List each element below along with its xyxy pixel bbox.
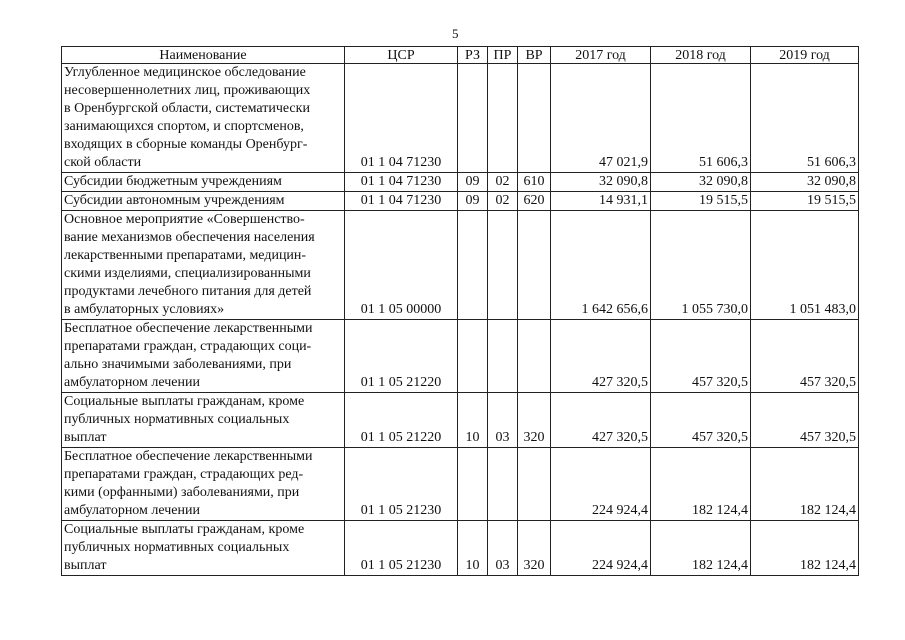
header-year-2019: 2019 год — [751, 47, 859, 64]
table-row — [62, 192, 859, 211]
row-name-line: несовершеннолетних лиц, проживающих — [64, 83, 311, 98]
row-name — [62, 173, 345, 192]
row-rz — [458, 320, 488, 393]
row-name-line: выплат — [64, 558, 107, 573]
row-value-2019: 51 606,3 — [751, 64, 859, 173]
row-value-2019: 457 320,5 — [751, 393, 859, 448]
row-name-line: выплат — [64, 430, 107, 445]
row-value-2019: 19 515,5 — [751, 192, 859, 211]
row-name-line: Субсидии автономным учреждениям — [64, 193, 285, 208]
row-name-line: Социальные выплаты гражданам, кроме — [64, 522, 305, 537]
row-csr: 01 1 05 21220 — [345, 393, 458, 448]
row-pr: 02 — [488, 173, 518, 192]
row-name — [62, 211, 345, 320]
row-name — [62, 320, 345, 393]
row-name-line: в амбулаторных условиях» — [64, 302, 225, 317]
row-rz — [458, 448, 488, 521]
row-rz: 09 — [458, 192, 488, 211]
header-year-2018: 2018 год — [651, 47, 751, 64]
row-rz: 10 — [458, 393, 488, 448]
row-value-2017: 224 924,4 — [551, 521, 651, 576]
table-row — [62, 393, 859, 448]
row-value-2018: 182 124,4 — [651, 448, 751, 521]
row-rz — [458, 64, 488, 173]
row-name-line: продуктами лечебного питания для детей — [64, 284, 312, 299]
row-value-2019: 182 124,4 — [751, 521, 859, 576]
row-csr: 01 1 04 71230 — [345, 64, 458, 173]
row-value-2018: 1 055 730,0 — [651, 211, 751, 320]
row-vr — [518, 64, 551, 173]
row-csr: 01 1 05 21230 — [345, 448, 458, 521]
row-pr: 02 — [488, 192, 518, 211]
row-name-line: кими (орфанными) заболеваниями, при — [64, 485, 300, 500]
row-value-2018: 457 320,5 — [651, 393, 751, 448]
row-value-2018: 19 515,5 — [651, 192, 751, 211]
table-row — [62, 521, 859, 576]
table-row — [62, 211, 859, 320]
row-rz: 10 — [458, 521, 488, 576]
row-rz — [458, 211, 488, 320]
row-pr — [488, 211, 518, 320]
table-row — [62, 173, 859, 192]
row-value-2018: 182 124,4 — [651, 521, 751, 576]
row-name — [62, 521, 345, 576]
header-name: Наименование — [62, 47, 345, 64]
row-name — [62, 393, 345, 448]
row-name-line: публичных нормативных социальных — [64, 412, 290, 427]
row-vr: 320 — [518, 393, 551, 448]
row-name-line: ской области — [64, 155, 142, 170]
table-body — [62, 64, 859, 576]
row-value-2019: 1 051 483,0 — [751, 211, 859, 320]
page-number: 5 — [452, 26, 459, 41]
row-name-line: Бесплатное обеспечение лекарственными — [64, 321, 313, 336]
row-pr: 03 — [488, 393, 518, 448]
row-value-2017: 47 021,9 — [551, 64, 651, 173]
row-name-line: публичных нормативных социальных — [64, 540, 290, 555]
table-header-row — [62, 47, 859, 64]
row-name-line: лекарственными препаратами, медицин- — [64, 248, 307, 263]
row-name-line: Основное мероприятие «Совершенство- — [64, 212, 305, 227]
row-name-line: амбулаторном лечении — [64, 503, 200, 518]
row-name-line: Социальные выплаты гражданам, кроме — [64, 394, 305, 409]
header-rz: РЗ — [458, 47, 488, 64]
header-csr: ЦСР — [345, 47, 458, 64]
row-value-2017: 32 090,8 — [551, 173, 651, 192]
header-year-2017: 2017 год — [551, 47, 651, 64]
row-name-line: амбулаторном лечении — [64, 375, 200, 390]
row-value-2018: 51 606,3 — [651, 64, 751, 173]
row-value-2017: 1 642 656,6 — [551, 211, 651, 320]
table-row — [62, 448, 859, 521]
row-name — [62, 64, 345, 173]
row-value-2017: 14 931,1 — [551, 192, 651, 211]
row-csr: 01 1 05 21230 — [345, 521, 458, 576]
row-csr: 01 1 05 00000 — [345, 211, 458, 320]
row-pr — [488, 448, 518, 521]
row-name-line: Субсидии бюджетным учреждениям — [64, 174, 282, 189]
row-csr: 01 1 04 71230 — [345, 192, 458, 211]
row-vr: 610 — [518, 173, 551, 192]
header-pr: ПР — [488, 47, 518, 64]
row-vr — [518, 320, 551, 393]
row-value-2019: 457 320,5 — [751, 320, 859, 393]
row-pr — [488, 64, 518, 173]
row-pr: 03 — [488, 521, 518, 576]
row-value-2017: 427 320,5 — [551, 320, 651, 393]
row-name-line: ально значимыми заболеваниями, при — [64, 357, 292, 372]
row-csr: 01 1 04 71230 — [345, 173, 458, 192]
row-vr — [518, 448, 551, 521]
row-name-line: в Оренбургской области, систематически — [64, 101, 310, 116]
row-vr: 620 — [518, 192, 551, 211]
table-row — [62, 64, 859, 173]
row-vr — [518, 211, 551, 320]
row-value-2017: 224 924,4 — [551, 448, 651, 521]
row-csr: 01 1 05 21220 — [345, 320, 458, 393]
row-value-2018: 32 090,8 — [651, 173, 751, 192]
row-name-line: Углубленное медицинское обследование — [64, 65, 306, 80]
row-name-line: препаратами граждан, страдающих соци- — [64, 339, 312, 354]
row-pr — [488, 320, 518, 393]
header-vr: ВР — [518, 47, 551, 64]
row-value-2017: 427 320,5 — [551, 393, 651, 448]
row-name-line: входящих в сборные команды Оренбург- — [64, 137, 308, 152]
budget-table — [61, 46, 859, 576]
row-vr: 320 — [518, 521, 551, 576]
row-name-line: скими изделиями, специализированными — [64, 266, 311, 281]
row-value-2019: 32 090,8 — [751, 173, 859, 192]
table-row — [62, 320, 859, 393]
row-name-line: вание механизмов обеспечения населения — [64, 230, 315, 245]
row-name-line: препаратами граждан, страдающих ред- — [64, 467, 304, 482]
row-name — [62, 448, 345, 521]
row-value-2019: 182 124,4 — [751, 448, 859, 521]
row-name-line: занимающихся спортом, и спортсменов, — [64, 119, 304, 134]
row-name-line: Бесплатное обеспечение лекарственными — [64, 449, 313, 464]
row-name — [62, 192, 345, 211]
row-rz: 09 — [458, 173, 488, 192]
row-value-2018: 457 320,5 — [651, 320, 751, 393]
